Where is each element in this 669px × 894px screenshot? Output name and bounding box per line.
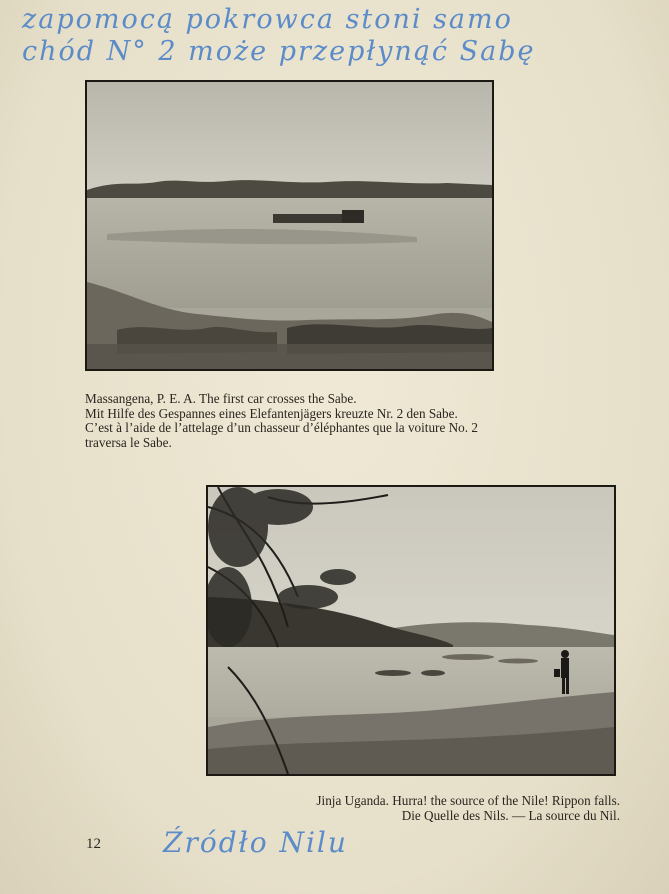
photo-sabe-crossing [85,80,494,371]
caption-1-line-3: C’est à l’aide de l’attelage d’un chasseur d’éléphantes que la voiture No. 2 [85,420,478,435]
handwritten-note-bottom: Źródło Nilu [163,826,348,859]
caption-1-line-2: Mit Hilfe des Gespannes eines Elefantenjägers kreuzte Nr. 2 den Sabe. [85,405,458,421]
caption-photo-1 [85,392,605,450]
handwritten-note-line-1: zapomocą pokrowca stoni samo [22,4,513,35]
caption-2-line-1: Jinja Uganda. Hurra! the source of the Nile! Rippon falls. [316,793,620,808]
photo-nile-source [206,485,616,776]
caption-2-line-2: Die Quelle des Nils. — La source du Nil. [401,807,620,823]
caption-1-line-1: Massangena, P. E. A. The first car crosses the Sabe. [85,391,357,406]
photo-sabe-image [87,82,492,369]
page-number: 12 [86,836,101,852]
caption-photo-2 [190,794,620,823]
handwritten-note-line-2: chód N° 2 może przepłynąć Sabę [22,36,536,67]
caption-1-line-4: traversa le Sabe. [85,434,172,450]
photo-nile-image [208,487,614,774]
